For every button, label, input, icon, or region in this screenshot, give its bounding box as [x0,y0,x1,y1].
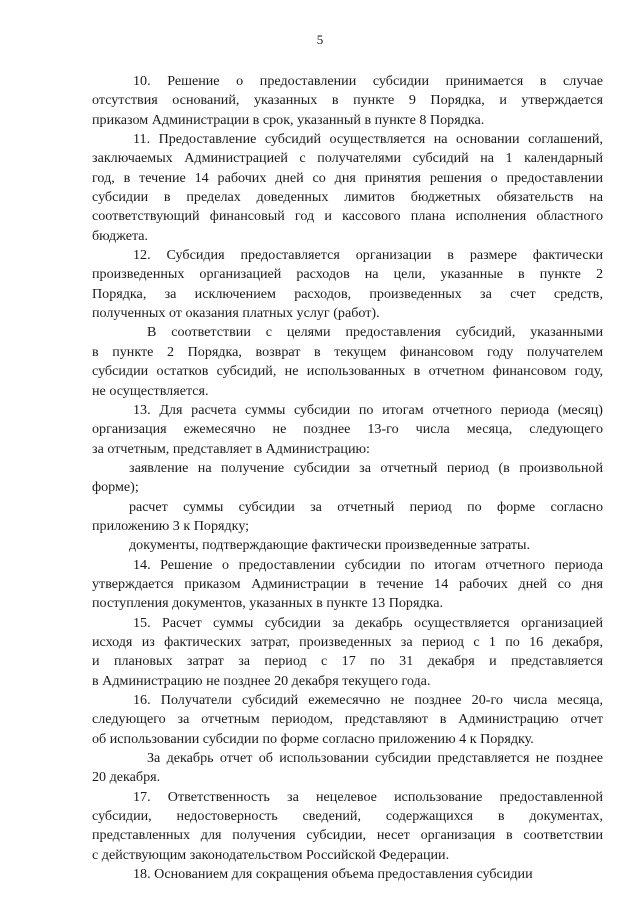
text-line: приложению 3 к Порядку; [92,517,250,534]
text-line: в пункте 2 Порядка, возврат в текущем финансовом году получателем [92,343,603,360]
page-number: 5 [316,32,324,47]
text-line: организация ежемесячно не позднее 13-го числа месяца, следующего [92,421,603,438]
text-line: поступления документов, указанных в пункте 13 Порядка. [92,595,444,612]
text-line: 20 декабря. [92,769,161,786]
text-line: с действующим законодательством Российской Федерации. [92,846,450,863]
text-line: заключаемых Администрацией с получателями субсидий на 1 календарный [92,150,603,167]
text-line: соответствующий финансовый год и кассового плана исполнения областного [92,208,603,225]
text-line: за отчетным, представляет в Администрацию: [92,440,370,457]
text-line: документы, подтверждающие фактически произведенные затраты. [129,537,531,554]
text-line: За декабрь отчет об использовании субсидии представляется не позднее [147,750,603,767]
text-line: субсидии остатков субсидий, не использованных в отчетном финансовом году, [92,363,603,380]
text-line: отсутствия оснований, указанных в пункте 9 Порядка, и утверждается [92,92,603,109]
text-line: 17. Ответственность за нецелевое использование предоставленной [133,788,603,805]
text-line: 14. Решение о предоставлении субсидии по итогам отчетного периода [133,556,603,573]
text-line: форме); [92,479,139,496]
text-line: 18. Основанием для сокращения объема предоставления субсидии [133,866,533,883]
text-line: исходя из фактических затрат, произведенных за период с 1 по 16 декабря, [92,633,603,650]
text-line: в Администрацию не позднее 20 декабря текущего года. [92,672,431,689]
text-line: об использовании субсидии по форме согласно приложению 4 к Порядку. [92,730,534,747]
text-line: 13. Для расчета суммы субсидии по итогам отчетного периода (месяц) [133,401,603,418]
text-line: и плановых затрат за период с 17 по 31 декабря и представляется [92,653,603,670]
text-line: заявление на получение субсидии за отчетный период (в произвольной [129,459,603,476]
text-line: год, в течение 14 рабочих дней со дня принятия решения о предоставлении [92,169,603,186]
text-line: субсидии, недостоверность сведений, содержащихся в документах, [92,808,603,825]
text-line: 10. Решение о предоставлении субсидии принимается в случае [133,73,603,89]
text-line: следующего за отчетным периодом, представляют в Администрацию отчет [92,711,603,728]
text-line: 16. Получатели субсидий ежемесячно не позднее 20-го числа месяца, [133,692,603,708]
text-line: приказом Администрации в срок, указанный в пункте 8 Порядка. [92,111,485,128]
text-line: 12. Субсидия предоставляется организации в размере фактически [133,247,603,264]
text-line: 15. Расчет суммы субсидии за декабрь осуществляется организацией [133,614,603,631]
document-body [92,72,603,884]
text-line: 11. Предоставление субсидий осуществляется на основании соглашений, [133,131,603,148]
text-line: полученных от оказания платных услуг (работ). [92,305,380,322]
text-line: субсидии в пределах доведенных лимитов бюджетных обязательств на [92,189,603,206]
text-line: расчет суммы субсидии за отчетный период по форме согласно [129,498,603,515]
text-line: произведенных организацией расходов на цели, указанные в пункте 2 [92,266,603,283]
text-line: не осуществляется. [92,382,209,399]
text-line: представленных для получения субсидии, несет организация в соответствии [92,827,603,844]
text-line: Порядка, за исключением расходов, произведенных за счет средств, [92,285,603,302]
text-line: утверждается приказом Администрации в течение 14 рабочих дней со дня [92,575,603,592]
text-line: В соответствии с целями предоставления субсидий, указанными [147,324,603,341]
text-line: бюджета. [92,227,149,244]
